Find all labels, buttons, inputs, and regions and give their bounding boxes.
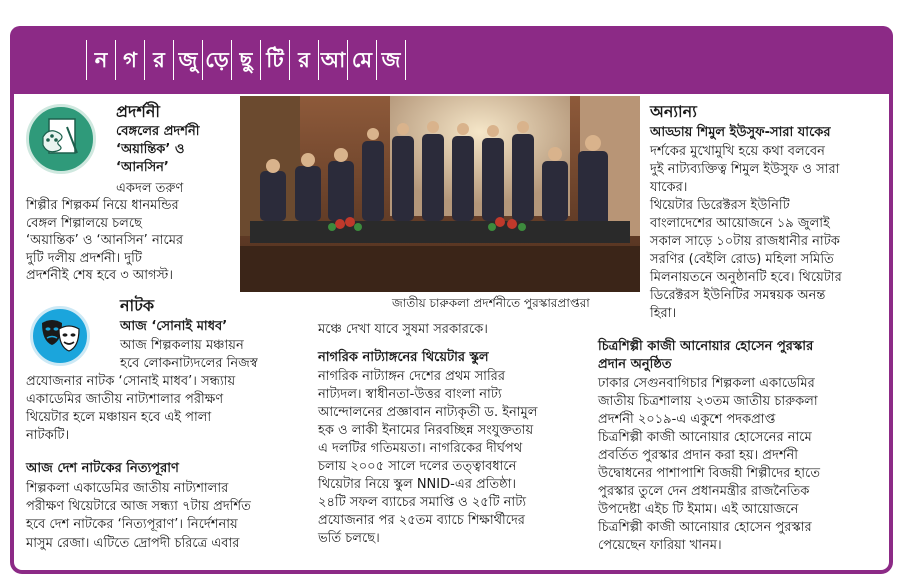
exhibition-headline-1: বেঙ্গলের প্রদর্শনী <box>116 124 200 139</box>
drama-sub-body-line: মাসুম রেজা। এটিতে দ্রোপদী চরিত্রে এবার <box>26 536 240 551</box>
middle-headline: নাগরিক নাট্যাঙ্গনের থিয়েটার স্কুল <box>318 350 489 365</box>
middle-body-line: নাগরিক নাট্যাঙ্গন দেশের প্রথম সারির <box>318 369 505 384</box>
award-body-line: ঢাকার সেগুনবাগিচার শিল্পকলা একাডেমির <box>598 376 815 391</box>
title-letter: জু <box>173 40 202 80</box>
title-letter: গ <box>115 40 144 80</box>
middle-body-line: নাট্যদল। স্বাধীনতা-উত্তর বাংলা নাট্য <box>318 387 502 402</box>
middle-body-line: ভর্তি চলছে। <box>318 531 380 546</box>
exhibition-body-line: শিল্পীর শিল্পকর্ম নিয়ে ধানমন্ডির <box>26 198 179 213</box>
award-body-line: প্রবর্তিত পুরস্কার প্রদান করা হয়। প্রদর্শনী <box>598 448 799 463</box>
middle-body-line: ২৪টি সফল ব্যাচের সমাপ্তি ও ২৫টি নাট্য <box>318 495 527 510</box>
award-body-line: প্রদর্শনী ২০১৯-এ একুশে পদকপ্রাপ্ত <box>598 412 776 427</box>
title-letter: টি <box>260 40 289 80</box>
others-body-line: দুই নাট্যব্যক্তিত্ব শিমুল ইউসুফ ও সারা <box>650 162 840 177</box>
others-body-line: দর্শকের মুখোমুখি হয়ে কথা বলবেন <box>650 144 825 159</box>
palette-icon <box>26 104 96 174</box>
drama-sub-body-line: হবে দেশ নাটকের ‘নিত্যপূরাণ’। নির্দেশনায় <box>26 517 238 532</box>
exhibition-body-line: প্রদর্শনীই শেষ হবে ৩ আগস্ট। <box>26 268 174 283</box>
others-body-line: সকাল সাড়ে ১০টায় রাজধানীর নাটক <box>650 234 840 249</box>
drama-headline: আজ ‘সোনাই মাধব’ <box>120 319 228 334</box>
award-body-line: পুরস্কার তুলে দেন প্রধানমন্ত্রীর রাজনৈতিক <box>598 484 810 499</box>
drama-sub-headline: আজ দেশ নাটকের নিত্যপূরাণ <box>26 461 179 476</box>
award-body-line: চিত্রশিল্পী কাজী আনোয়ার হোসেন পুরস্কার <box>598 520 812 535</box>
award-body-line: উপদেষ্টা এইচ টি ইমাম। এই আয়োজনে <box>598 502 799 517</box>
award-ceremony-photo <box>240 96 640 292</box>
middle-continuation: মঞ্চে দেখা যাবে সুষমা সরকারকে। <box>318 322 488 337</box>
exhibition-body-line: একদল তরুণ <box>116 181 184 196</box>
drama-body-line: একাডেমির জাতীয় নাট্যশালার পরীক্ষণ <box>26 392 224 407</box>
middle-body-line: চলায় ২০০৫ সালে দলের তত্ত্বাবধানে <box>318 459 517 474</box>
others-body-line: যাকের। <box>650 180 688 195</box>
exhibition-body-line: বেঙ্গল শিল্পালয়ে চলছে <box>26 216 142 231</box>
middle-body-line: হক ও লাকী ইনামের নিরবচ্ছিন্ন সংযুক্ততায় <box>318 423 534 438</box>
others-body-line: হিরা। <box>650 306 677 321</box>
title-letter: মে <box>347 40 376 80</box>
page-title <box>86 40 406 80</box>
drama-sub-body-line: শিল্পকলা একাডেমির জাতীয় নাট্যশালার <box>26 481 229 496</box>
drama-body-line: প্রযোজনার নাটক ‘সোনাই মাধব’। সন্ধ্যায় <box>26 374 236 389</box>
photo-caption: জাতীয় চারুকলা প্রদর্শনীতে পুরস্কারপ্রাপ্তরা <box>392 296 590 310</box>
award-body-line: উদ্বোধনের পাশাপাশি বিজয়ী শিল্পীদের হাতে <box>598 466 821 481</box>
drama-body-line: হবে লোকনাট্যদলের নিজস্ব <box>120 356 258 371</box>
drama-body-line: আজ শিল্পকলায় মঞ্চায়ন <box>120 338 244 353</box>
middle-body-line: প্রযোজনার পর ২৫তম ব্যাচে শিক্ষার্থীদের <box>318 513 525 528</box>
exhibition-body-line: ‘অয়ান্তিক’ ও ‘আনসিন’ নামের <box>26 233 184 248</box>
title-letter: আ <box>318 40 347 80</box>
award-body-line: চিত্রশিল্পী কাজী আনোয়ার হোসেনের নামে <box>598 430 812 445</box>
drama-sub-body-line: পরীক্ষণ থিয়েটারে আজ সন্ধ্যা ৭টায় প্রদর্শিত <box>26 499 251 514</box>
others-body-line: মিলনায়তনে অনুষ্ঠানটি হবে। থিয়েটার <box>650 270 842 285</box>
drama-body-line: নাটকটি। <box>26 428 70 443</box>
others-body-line: বাংলাদেশের আয়োজনে ১৯ জুলাই <box>650 216 830 231</box>
title-letter: র <box>144 40 173 80</box>
others-section-title: অন্যান্য <box>650 102 697 121</box>
theatre-masks-icon <box>30 306 90 366</box>
award-body-line: পেয়েছেন ফারিয়া খানম। <box>598 538 722 553</box>
title-letter: র <box>289 40 318 80</box>
drama-body-line: থিয়েটার হলে মঞ্চায়ন হবে এই পালা <box>26 410 212 425</box>
middle-body-line: এ দলটির গতিময়তা। নাগরিকের দীর্ঘপথ <box>318 441 523 456</box>
exhibition-section-title: প্রদর্শনী <box>116 102 160 121</box>
others-body-line: থিয়েটার ডিরেক্টরস ইউনিটি <box>650 198 790 213</box>
award-headline-1: চিত্রশিল্পী কাজী আনোয়ার হোসেন পুরস্কার <box>598 339 814 354</box>
award-headline-2: প্রদান অনুষ্ঠিত <box>598 357 672 372</box>
title-letter: ন <box>86 40 115 80</box>
award-body-line: জাতীয় চিত্রশালায় ২৩তম জাতীয় চারুকলা <box>598 394 818 409</box>
title-letter: জ <box>376 40 406 80</box>
exhibition-body-line: দুটি দলীয় প্রদর্শনী। দুটি <box>26 251 142 266</box>
middle-body-line: থিয়েটার নিয়ে স্কুল NNID-এর প্রতিষ্ঠা। <box>318 477 517 492</box>
others-headline: আড্ডায় শিমুল ইউসুফ-সারা যাকের <box>650 125 831 140</box>
title-letter: ড়ে <box>202 40 231 80</box>
drama-section-title: নাটক <box>120 296 155 315</box>
others-body-line: সরণির (বেইলি রোড) মহিলা সমিতি <box>650 252 834 267</box>
exhibition-headline-3: ‘আনসিন’ <box>116 160 169 175</box>
exhibition-headline-2: ‘অয়ান্তিক’ ও <box>116 142 185 157</box>
others-body-line: ডিরেক্টরস ইউনিটির সমন্বয়ক অনন্ত <box>650 288 826 303</box>
middle-body-line: আন্দোলনের প্রজ্ঞাবান নাট্যকৃতী ড. ইনামুল <box>318 405 538 420</box>
title-letter: ছু <box>231 40 260 80</box>
